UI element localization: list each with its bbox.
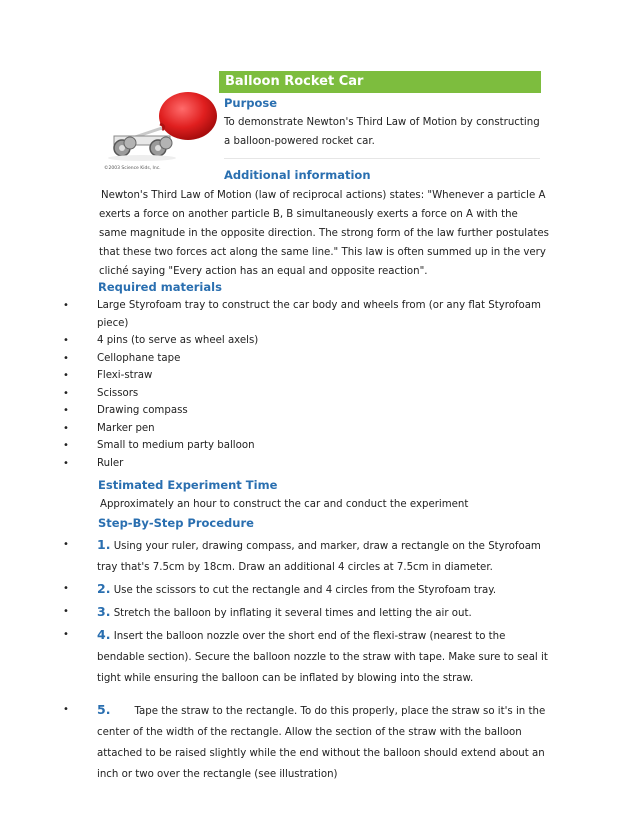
list-item: attached to be raised slightly while the end without the balloon should extend about an — [97, 748, 545, 759]
purpose-line-1: To demonstrate Newton's Third Law of Motion by constructing — [224, 117, 540, 128]
balloon-car-illustration — [100, 80, 220, 172]
purpose-heading: Purpose — [224, 96, 278, 110]
procedure-heading: Step-By-Step Procedure — [98, 516, 254, 530]
list-item: • 4 pins (to serve as wheel axels) — [63, 335, 259, 346]
list-item: inch or two over the rectangle (see illustration) — [97, 769, 338, 780]
divider — [224, 158, 540, 159]
list-item: tray that's 7.5cm by 18cm. Draw an additional 4 circles at 7.5cm in diameter. — [97, 562, 493, 573]
image-caption: ©2003 Science Kids, Inc. — [104, 166, 161, 171]
additional-line-2: exerts a force on another particle B, B simultaneously exerts a force on A with the — [99, 209, 518, 220]
list-item: • 1. Using your ruler, drawing compass, and marker, draw a rectangle on the Styrofoam — [63, 537, 541, 552]
list-item: • Small to medium party balloon — [63, 440, 255, 451]
additional-line-3: same magnitude in the opposite direction. The strong form of the law further postulates — [99, 228, 549, 239]
list-item: • 2. Use the scissors to cut the rectangle and 4 circles from the Styrofoam tray. — [63, 581, 497, 596]
list-item: • Drawing compass — [63, 405, 188, 416]
additional-line-1: Newton's Third Law of Motion (law of reciprocal actions) states: "Whenever a particle A — [101, 190, 546, 201]
list-item: • 4. Insert the balloon nozzle over the short end of the flexi-straw (nearest to the — [63, 627, 506, 642]
additional-info-heading: Additional information — [224, 168, 371, 182]
materials-list — [63, 297, 567, 472]
list-item: tight while ensuring the balloon can be inflated by blowing into the straw. — [97, 673, 474, 684]
page-title: Balloon Rocket Car — [219, 71, 541, 93]
list-item: • 3. Stretch the balloon by inflating it several times and letting the air out. — [63, 604, 472, 619]
balloon-icon — [159, 92, 217, 140]
list-item: • Flexi-straw — [63, 370, 153, 381]
additional-line-4: that these two forces act along the same line." This law is often summed up in the very — [99, 247, 546, 258]
list-item: piece) — [97, 317, 129, 329]
list-item: • Scissors — [63, 387, 139, 399]
list-item: center of the width of the rectangle. Allow the section of the straw with the balloon — [97, 727, 522, 738]
time-text: Approximately an hour to construct the car and conduct the experiment — [100, 499, 469, 510]
list-item: • Ruler — [63, 457, 124, 469]
procedure-list — [63, 534, 577, 785]
list-item: • Marker pen — [63, 422, 155, 434]
time-heading: Estimated Experiment Time — [98, 478, 278, 492]
materials-heading: Required materials — [98, 280, 222, 294]
additional-line-5: cliché saying "Every action has an equal and opposite reaction". — [99, 266, 428, 277]
list-item: • Cellophane tape — [63, 352, 181, 364]
list-item: bendable section). Secure the balloon nozzle to the straw with tape. Make sure to seal it — [97, 652, 548, 663]
purpose-line-2: a balloon-powered rocket car. — [224, 136, 375, 147]
list-item: • Large Styrofoam tray to construct the car body and wheels from (or any flat Styrofoam — [63, 300, 541, 311]
list-item: • 5. Tape the straw to the rectangle. To do this properly, place the straw so it's in the — [63, 702, 546, 717]
